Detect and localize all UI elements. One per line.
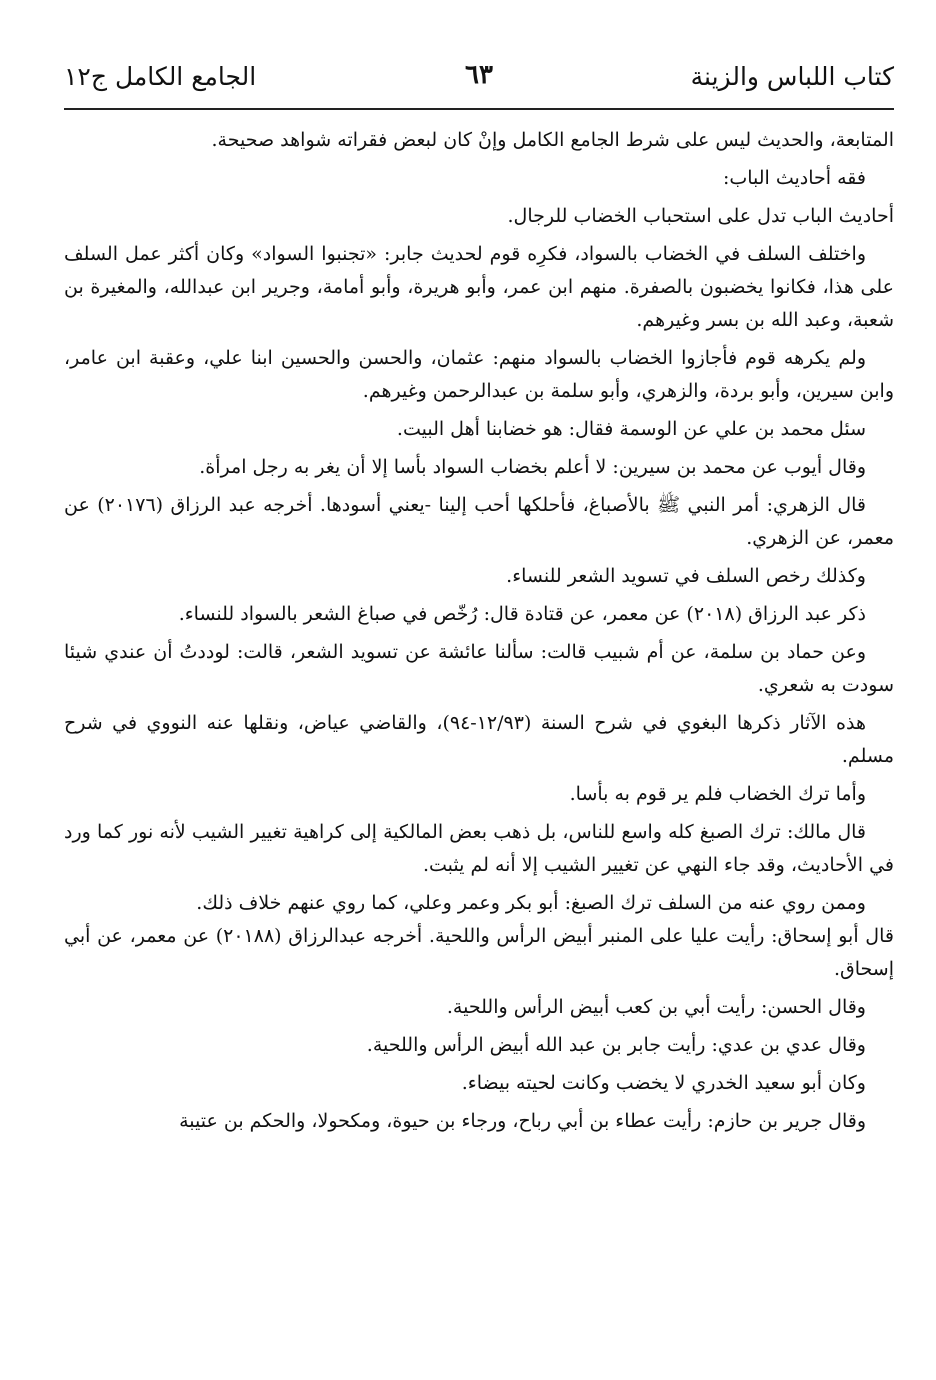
- page-number: ٦٣: [465, 60, 493, 90]
- paragraph: وقال عدي بن عدي: رأيت جابر بن عبد الله أبيض الرأس واللحية.: [366, 1034, 866, 1056]
- running-header: [64, 56, 894, 110]
- paragraph: ولم يكرهه قوم فأجازوا الخضاب بالسواد منهم: عثمان، والحسن والحسين ابنا علي، وعقبة ابن عامر، وابن سيرين، وأبو بردة، والزهري، وأبو سلمة بن عبدالرحمن وغيرهم.: [64, 347, 894, 402]
- paragraph: سئل محمد بن علي عن الوسمة فقال: هو خضابنا أهل البيت.: [396, 418, 866, 440]
- paragraph: قال الزهري: أمر النبي ﷺ بالأصباغ، فأحلكها أحب إلينا -يعني أسودها. أخرجه عبد الرزاق (٢٠١٧٦) عن معمر، عن الزهري.: [64, 494, 894, 549]
- page-body: [64, 124, 894, 1138]
- paragraph: وأما ترك الخضاب فلم ير قوم به بأسا.: [569, 783, 866, 805]
- book-title: الجامع الكامل ج١٢: [64, 62, 257, 91]
- paragraph: وكان أبو سعيد الخدري لا يخضب وكانت لحيته بيضاء.: [461, 1072, 866, 1094]
- paragraph: ذكر عبد الرزاق (٢٠١٨) عن معمر، عن قتادة قال: رُخّص في صباغ الشعر بالسواد للنساء.: [178, 603, 866, 625]
- paragraph: واختلف السلف في الخضاب بالسواد، فكرِه قوم لحديث جابر: «تجنبوا السواد» وكان أكثر عمل السلف على هذا، فكانوا يخضبون بالصفرة. منهم ابن عمر، وأبو هريرة، وأبو أمامة، وجرير ابن عبدالله، والمغيرة بن شعبة، وعبد الله بن بسر وغيرهم.: [64, 243, 894, 331]
- paragraph: أحاديث الباب تدل على استحباب الخضاب للرجال.: [507, 205, 894, 227]
- paragraph: هذه الآثار ذكرها البغوي في شرح السنة (١٢/٩٣-٩٤)، والقاضي عياض، ونقلها عنه النووي في شرح مسلم.: [64, 712, 894, 767]
- paragraph: المتابعة، والحديث ليس على شرط الجامع الكامل وإنْ كان لبعض فقراته شواهد صحيحة.: [211, 129, 894, 151]
- book-page: [64, 56, 894, 1143]
- section-title: كتاب اللباس والزينة: [690, 62, 894, 91]
- paragraph: وقال جرير بن حازم: رأيت عطاء بن أبي رباح، ورجاء بن حيوة، ومكحولا، والحكم بن عتيبة: [179, 1110, 866, 1132]
- paragraph: قال مالك: ترك الصبغ كله واسع للناس، بل ذهب بعض المالكية إلى كراهية تغيير الشيب لأنه نور كما ورد في الأحاديث، وقد جاء النهي عن تغيير الشيب إلا أنه لم يثبت.: [64, 821, 894, 876]
- paragraph: وممن روي عنه من السلف ترك الصبغ: أبو بكر وعمر وعلي، كما روي عنهم خلاف ذلك.: [196, 892, 866, 914]
- paragraph: وعن حماد بن سلمة، عن أم شبيب قالت: سألنا عائشة عن تسويد الشعر، قالت: لوددتُ أن عندي شيئا سودت به شعري.: [64, 641, 894, 696]
- paragraph: قال أبو إسحاق: رأيت عليا على المنبر أبيض الرأس واللحية. أخرجه عبدالرزاق (٢٠١٨٨) عن معمر، عن أبي إسحاق.: [64, 925, 894, 980]
- paragraph: وقال الحسن: رأيت أبي بن كعب أبيض الرأس واللحية.: [446, 996, 866, 1018]
- paragraph: وكذلك رخص السلف في تسويد الشعر للنساء.: [506, 565, 866, 587]
- paragraph: فقه أحاديث الباب:: [722, 167, 866, 189]
- paragraph: وقال أيوب عن محمد بن سيرين: لا أعلم بخضاب السواد بأسا إلا أن يغر به رجل امرأة.: [199, 456, 866, 478]
